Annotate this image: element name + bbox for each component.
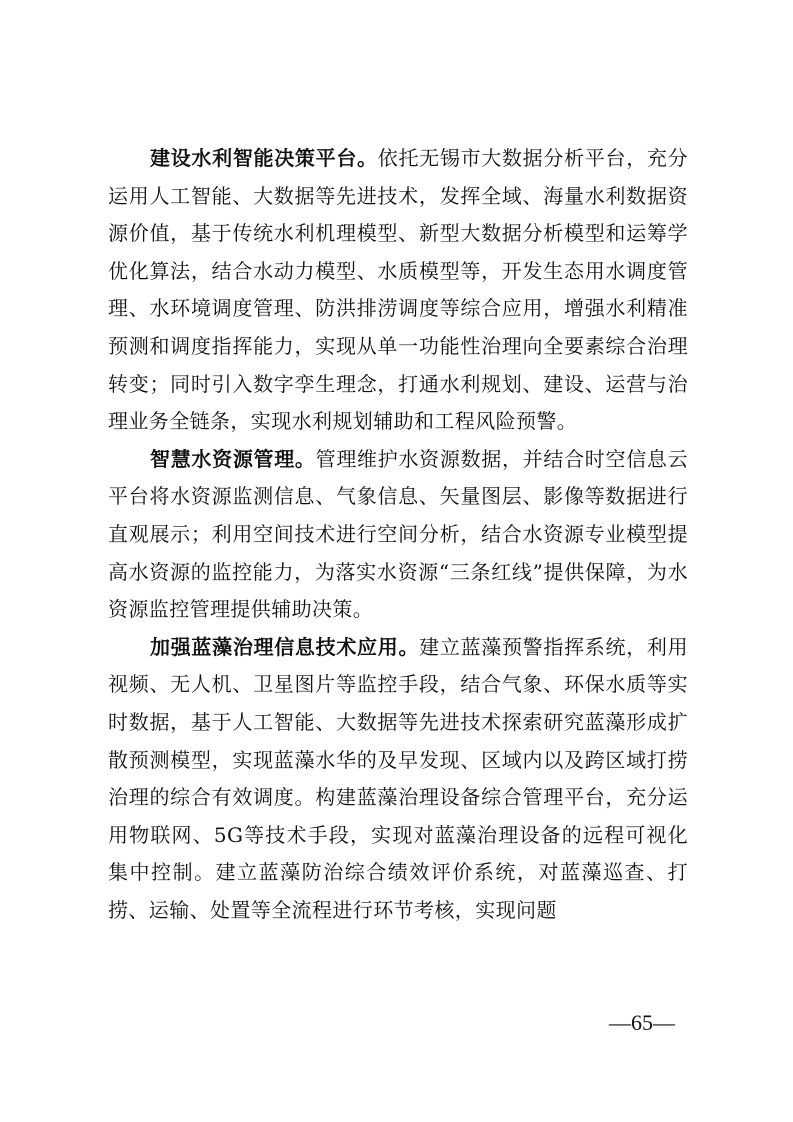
paragraph-body: 建立蓝藻预警指挥系统，利用视频、无人机、卫星图片等监控手段，结合气象、环保水质等实时数据，基于人工智能、大数据等先进技术探索研究蓝藻形成扩散预测模型，实现蓝藻水华的及早发现、区域内以及跨区域打捞治理的综合有效调度。构建蓝藻治理设备综合管理平台，充分运用物联网、5G等技术手段，实现对蓝藻治理设备的远程可视化集中控制。建立蓝藻防治综合绩效评价系统，对蓝藻巡查、打捞、运输、处置等全流程进行环节考核，实现问题 [108,634,689,922]
paragraph-algae-control [108,629,688,930]
paragraph-title: 智慧水资源管理。 [150,446,316,471]
paragraph-title: 建设水利智能决策平台。 [150,146,378,170]
page-content [108,140,688,929]
paragraph-body: 管理维护水资源数据，并结合时空信息云平台将水资源监测信息、气象信息、矢量图层、影像等数据进行直观展示；利用空间技术进行空间分析，结合水资源专业模型提高水资源的监控能力，为落实水资源“三条红线”提供保障，为水资源监控管理提供辅助决策。 [108,446,689,622]
paragraph-water-decision-platform [108,140,688,441]
paragraph-water-resource-management [108,441,688,629]
page-number: —65— [609,1010,675,1035]
paragraph-body: 依托无锡市大数据分析平台，充分运用人工智能、大数据等先进技术，发挥全域、海量水利数据资源价值，基于传统水利机理模型、新型大数据分析模型和运筹学优化算法，结合水动力模型、水质模型等，开发生态用水调度管理、水环境调度管理、防洪排涝调度等综合应用，增强水利精准预测和调度指挥能力，实现从单一功能性治理向全要素综合治理转变；同时引入数字孪生理念，打通水利规划、建设、运营与治理业务全链条，实现水利规划辅助和工程风险预警。 [108,146,689,434]
paragraph-title: 加强蓝藻治理信息技术应用。 [150,634,420,659]
